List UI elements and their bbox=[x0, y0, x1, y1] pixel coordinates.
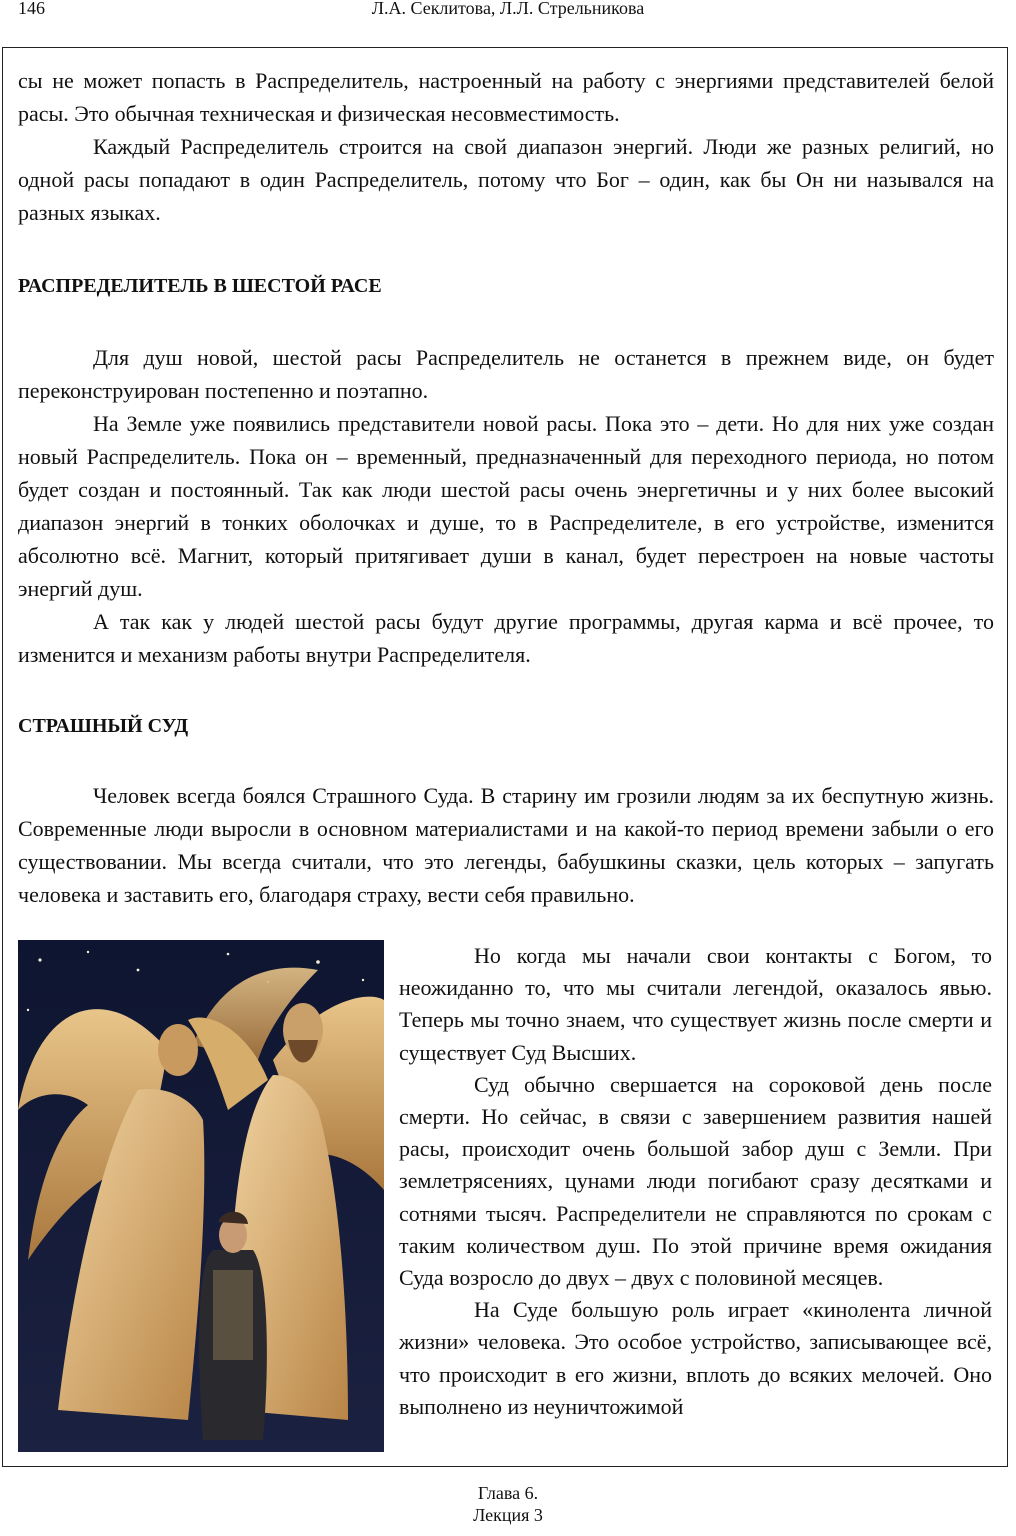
paragraph: Но когда мы начали свои контакты с Богом, то неожиданно то, что мы считали легендой, оказалось явью. Теперь мы точно знаем, что существует жизнь после смерти и существует Суд Высших. bbox=[399, 943, 992, 1065]
paragraph: Человек всегда боялся Страшного Суда. В старину им грозили людям за их беспутную жизнь. Современные люди выросли в основном материалистами и на какой-то период времени забыли о его существовании. Мы всегда считали, что это легенды, бабушкины сказки, цель которых – запугать человека и заставить его, благодаря страху, вести себя правильно. bbox=[18, 783, 994, 907]
page-number: 146 bbox=[18, 0, 45, 18]
page-footer bbox=[0, 1482, 1016, 1526]
footer-chapter: Глава 6. bbox=[477, 1483, 539, 1503]
angels-illustration bbox=[18, 940, 384, 1452]
footer-lecture: Лекция 3 bbox=[473, 1505, 543, 1525]
paragraph: Для душ новой, шестой расы Распределитель не останется в прежнем виде, он будет переконструирован постепенно и поэтапно. bbox=[18, 345, 994, 403]
paragraph: На Суде большую роль играет «кинолента личной жизни» человека. Это особое устройство, записывающее всё, что происходит в его жизни, вплоть до всяких мелочей. Оно выполнено из неуничтожимой bbox=[399, 1297, 992, 1419]
main-text bbox=[18, 64, 994, 911]
paragraph: На Земле уже появились представители новой расы. Пока это – дети. Но для них уже создан новый Распределитель. Пока он – временный, предназначенный для переходного периода, но потом будет создан и постоянный. Так как люди шестой расы очень энергетичны и у них более высокий диапазон энергий в тонких оболочках и душе, то в Распределителе, в его устройстве, изменится абсолютно всё. Магнит, который притягивает души в канал, будет перестроен на новые частоты энергий душ. bbox=[18, 411, 994, 601]
paragraph: сы не может попасть в Распределитель, настроенный на работу с энергиями представителей белой расы. Это обычная техническая и физическая несовместимость. bbox=[18, 68, 994, 126]
text-column bbox=[399, 940, 992, 1423]
running-header-authors: Л.А. Секлитова, Л.Л. Стрельникова bbox=[371, 0, 645, 18]
section-heading: СТРАШНЫЙ СУД bbox=[18, 715, 189, 737]
paragraph: Каждый Распределитель строится на свой диапазон энергий. Люди же разных религий, но одной расы попадают в один Распределитель, потому что Бог – один, как бы Он ни назывался на разных языках. bbox=[18, 134, 994, 225]
section-heading: РАСПРЕДЕЛИТЕЛЬ В ШЕСТОЙ РАСЕ bbox=[18, 275, 382, 297]
paragraph: А так как у людей шестой расы будут другие программы, другая карма и всё прочее, то изменится и механизм работы внутри Распределителя. bbox=[18, 609, 994, 667]
paragraph: Суд обычно свершается на сороковой день после смерти. Но сейчас, в связи с завершением развития нашей расы, происходит очень большой забор душ с Земли. При землетрясениях, цунами люди погибают сразу десятками и сотнями тысяч. Распределители не справляются по срокам с таким количеством душ. По этой причине время ожидания Суда возросло до двух – двух с половиной месяцев. bbox=[399, 1071, 992, 1291]
